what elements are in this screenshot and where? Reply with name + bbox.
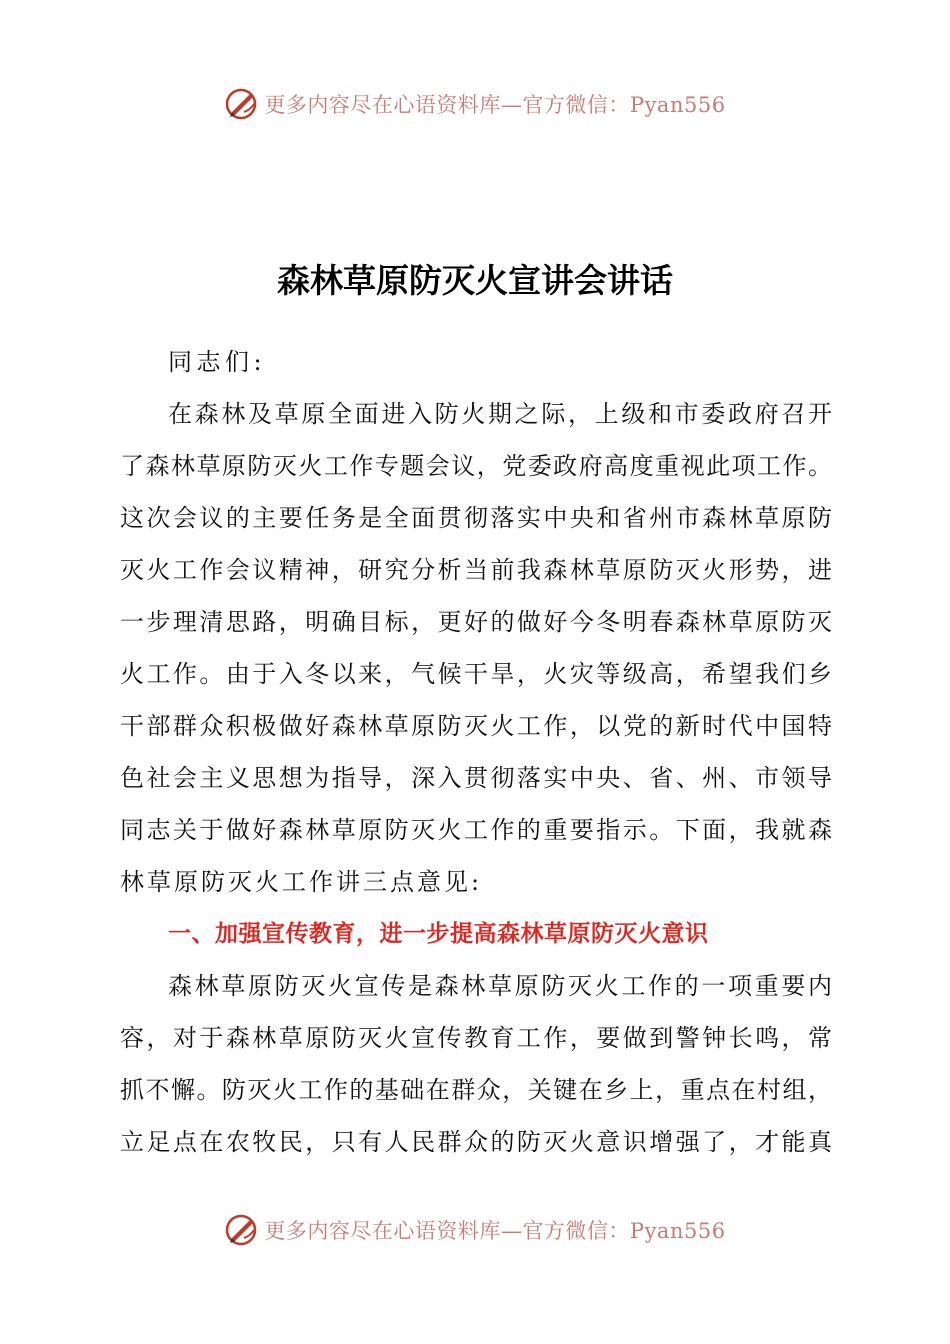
banner-text: 更多内容尽在心语资料库	[264, 1219, 501, 1243]
banner-dash: —	[500, 93, 523, 117]
greeting: 同志们:	[168, 348, 267, 376]
pen-logo-icon	[224, 86, 260, 122]
paragraph-line: 容，对于森林草原防灭火宣传教育工作，要做到警钟长鸣，常	[120, 1024, 832, 1052]
paragraph-line: 一步理清思路，明确目标，更好的做好今冬明春森林草原防灭	[120, 608, 832, 636]
pen-logo-icon	[224, 1212, 260, 1248]
header-banner	[0, 84, 950, 124]
paragraph-line: 立足点在农牧民，只有人民群众的防灭火意识增强了，才能真	[120, 1128, 832, 1156]
banner-text: 更多内容尽在心语资料库	[264, 93, 501, 117]
paragraph-line: 这次会议的主要任务是全面贯彻落实中央和省州市森林草原防	[120, 504, 832, 532]
paragraph-line: 火工作。由于入冬以来，气候干旱，火灾等级高，希望我们乡	[120, 660, 832, 688]
banner-wechat: 官方微信：Pyan556	[522, 93, 726, 117]
paragraph-line: 抓不懈。防灭火工作的基础在群众，关键在乡上，重点在村组，	[120, 1076, 832, 1104]
paragraph-line: 在森林及草原全面进入防火期之际，上级和市委政府召开	[168, 400, 832, 428]
banner-dash: —	[500, 1219, 523, 1243]
paragraph-line: 同志关于做好森林草原防灭火工作的重要指示。下面，我就森	[120, 816, 832, 844]
page-title: 森林草原防灭火宣讲会讲话	[277, 261, 673, 300]
paragraph-line: 森林草原防灭火宣传是森林草原防灭火工作的一项重要内	[168, 972, 832, 1000]
paragraph-line: 了森林草原防灭火工作专题会议，党委政府高度重视此项工作。	[120, 452, 832, 480]
section-heading: 一、加强宣传教育，进一步提高森林草原防灭火意识	[168, 921, 709, 947]
paragraph-line: 色社会主义思想为指导，深入贯彻落实中央、省、州、市领导	[120, 764, 832, 792]
banner-wechat: 官方微信：Pyan556	[522, 1219, 726, 1243]
footer-banner	[0, 1210, 950, 1250]
paragraph-line: 林草原防灭火工作讲三点意见:	[120, 868, 483, 896]
paragraph-line: 灭火工作会议精神，研究分析当前我森林草原防灭火形势，进	[120, 556, 832, 584]
paragraph-line: 干部群众积极做好森林草原防灭火工作，以党的新时代中国特	[120, 712, 832, 740]
